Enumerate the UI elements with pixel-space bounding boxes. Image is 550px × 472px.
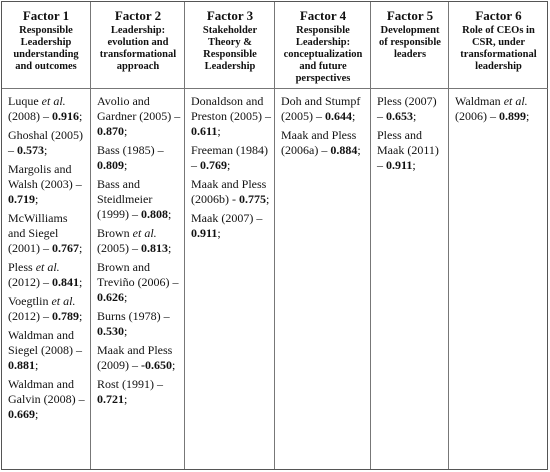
- reference-entry: [455, 94, 544, 124]
- loading-value: 0.530: [97, 324, 124, 338]
- reference-text: Maak (2007) –: [191, 211, 263, 225]
- loading-value: 0.669: [8, 407, 35, 421]
- column-title: Factor 1: [22, 8, 70, 23]
- column-body: [2, 88, 90, 469]
- reference-text: Donaldson and Preston (2005) –: [191, 94, 271, 123]
- factor-1-column: [2, 2, 90, 469]
- reference-text: (2012) –: [8, 275, 49, 289]
- reference-text: Rost (1991) –: [97, 377, 163, 391]
- reference-entry: [8, 377, 86, 422]
- reference-entry: [191, 177, 271, 207]
- et-al-text: et al.: [35, 260, 60, 274]
- factor-6-column: [448, 2, 548, 469]
- reference-text: ;: [79, 275, 83, 289]
- reference-entry: [377, 128, 445, 173]
- reference-text: ;: [35, 192, 39, 206]
- reference-entry: [8, 94, 86, 124]
- loading-value: 0.611: [191, 124, 218, 138]
- column-title: Factor 2: [114, 8, 162, 23]
- reference-text: Avolio and Gardner (2005) –: [97, 94, 181, 123]
- reference-text: Waldman: [455, 94, 504, 108]
- loading-value: 0.899: [499, 109, 526, 123]
- factor-4-column: [274, 2, 371, 469]
- loading-value: 0.813: [141, 241, 168, 255]
- reference-text: ;: [35, 358, 39, 372]
- reference-text: Maak and Pless (2009) –: [97, 343, 173, 372]
- loading-value: 0.767: [52, 241, 79, 255]
- reference-text: ;: [124, 290, 128, 304]
- column-title: Factor 4: [299, 8, 347, 23]
- column-subtitle: Development of responsible leaders: [379, 25, 441, 60]
- loading-value: 0.911: [386, 158, 413, 172]
- column-subtitle: Stakeholder Theory & Responsible Leadership: [202, 25, 258, 72]
- reference-text: ;: [44, 143, 48, 157]
- loading-value: 0.644: [325, 109, 352, 123]
- column-header: [449, 2, 548, 89]
- reference-text: (2008) –: [8, 109, 49, 123]
- reference-text: ;: [124, 392, 128, 406]
- reference-text: (2012) –: [8, 309, 49, 323]
- column-body: [371, 88, 449, 469]
- reference-text: Pless and Maak (2011) –: [377, 128, 439, 172]
- reference-text: ;: [352, 109, 356, 123]
- et-al-text: et al.: [132, 226, 157, 240]
- reference-entry: [97, 177, 181, 222]
- loading-value: 0.719: [8, 192, 35, 206]
- reference-text: ;: [124, 124, 128, 138]
- reference-text: Ghoshal (2005) –: [8, 128, 83, 157]
- loading-value: 0.841: [52, 275, 79, 289]
- reference-entry: [97, 143, 181, 173]
- reference-entry: [8, 294, 86, 324]
- factor-3-column: [184, 2, 275, 469]
- column-body: [275, 88, 371, 469]
- column-header: [185, 2, 275, 89]
- reference-entry: [97, 343, 181, 373]
- loading-value: 0.870: [97, 124, 124, 138]
- loading-value: 0.626: [97, 290, 124, 304]
- reference-text: ;: [168, 207, 172, 221]
- loading-value: 0.808: [141, 207, 168, 221]
- loading-value: 0.881: [8, 358, 35, 372]
- loading-value: 0.573: [17, 143, 44, 157]
- column-body: [449, 88, 548, 469]
- reference-text: McWilliams and Siegel (2001) –: [8, 211, 68, 255]
- reference-text: Burns (1978) –: [97, 309, 170, 323]
- loading-value: 0.916: [52, 109, 79, 123]
- reference-entry: [8, 260, 86, 290]
- reference-entry: [97, 309, 181, 339]
- reference-entry: [8, 128, 86, 158]
- column-header: [275, 2, 371, 89]
- reference-text: Margolis and Walsh (2003) –: [8, 162, 82, 191]
- reference-text: ;: [124, 324, 128, 338]
- reference-text: Bass (1985) –: [97, 143, 164, 157]
- reference-text: Freeman (1984) –: [191, 143, 268, 172]
- reference-text: ;: [79, 241, 83, 255]
- reference-entry: [97, 94, 181, 139]
- reference-entry: [97, 260, 181, 305]
- column-subtitle: Responsible Leadership understanding and outcomes: [13, 25, 79, 72]
- reference-text: Bass and Steidlmeier (1999) –: [97, 177, 153, 221]
- et-al-text: et al.: [503, 94, 528, 108]
- reference-text: ;: [35, 407, 39, 421]
- reference-text: ;: [266, 192, 270, 206]
- reference-text: Luque: [8, 94, 42, 108]
- reference-text: ;: [172, 358, 176, 372]
- loading-value: 0.775: [239, 192, 266, 206]
- reference-entry: [8, 328, 86, 373]
- reference-text: ;: [412, 158, 416, 172]
- column-header: [2, 2, 90, 89]
- reference-text: ;: [79, 109, 83, 123]
- reference-text: Brown: [97, 226, 133, 240]
- loading-value: 0.884: [330, 143, 358, 157]
- reference-text: Pless: [8, 260, 36, 274]
- reference-text: ;: [217, 226, 221, 240]
- reference-text: Maak and Pless (2006a) –: [281, 128, 357, 157]
- reference-entry: [281, 128, 367, 158]
- reference-text: Waldman and Siegel (2008) –: [8, 328, 82, 357]
- column-header: [91, 2, 185, 89]
- column-body: [185, 88, 275, 469]
- reference-entry: [191, 94, 271, 139]
- loading-value: 0.789: [52, 309, 79, 323]
- loading-value: 0.809: [97, 158, 124, 172]
- reference-text: ;: [79, 309, 83, 323]
- et-al-text: et al.: [41, 94, 66, 108]
- column-subtitle: Leadership: evolution and transformational approach: [99, 25, 177, 72]
- column-subtitle: Responsible Leadership: conceptualization and future perspectives: [283, 25, 363, 84]
- loading-value: -0.650: [141, 358, 172, 372]
- loading-value: 0.911: [191, 226, 218, 240]
- reference-text: ;: [227, 158, 231, 172]
- factor-table: [1, 1, 548, 470]
- loading-value: 0.769: [200, 158, 227, 172]
- reference-text: ;: [217, 124, 221, 138]
- reference-entry: [191, 211, 271, 241]
- column-title: Factor 6: [475, 8, 522, 23]
- reference-text: Voegtlin: [8, 294, 52, 308]
- reference-entry: [281, 94, 367, 124]
- reference-text: (2006) –: [455, 109, 496, 123]
- loading-value: 0.721: [97, 392, 124, 406]
- et-al-text: et al.: [51, 294, 76, 308]
- column-subtitle: Role of CEOs in CSR, under transformational leadership: [460, 25, 537, 72]
- reference-entry: [191, 143, 271, 173]
- reference-text: Doh and Stumpf (2005) –: [281, 94, 361, 123]
- reference-entry: [97, 226, 181, 256]
- reference-text: ;: [413, 109, 417, 123]
- reference-entry: [8, 162, 86, 207]
- reference-text: ;: [357, 143, 361, 157]
- reference-text: (2005) –: [97, 241, 138, 255]
- reference-entry: [8, 211, 86, 256]
- reference-text: Brown and Treviño (2006) –: [97, 260, 179, 289]
- reference-text: Maak and Pless (2006b) -: [191, 177, 267, 206]
- loading-value: 0.653: [386, 109, 413, 123]
- reference-entry: [377, 94, 445, 124]
- column-title: Factor 5: [386, 8, 434, 23]
- column-header: [371, 2, 449, 89]
- reference-text: Waldman and Galvin (2008) –: [8, 377, 85, 406]
- column-body: [91, 88, 185, 469]
- reference-text: ;: [168, 241, 172, 255]
- reference-entry: [97, 377, 181, 407]
- factor-5-column: [370, 2, 449, 469]
- reference-text: ;: [124, 158, 128, 172]
- reference-text: Pless (2007) –: [377, 94, 437, 123]
- column-title: Factor 3: [206, 8, 254, 23]
- reference-text: ;: [526, 109, 530, 123]
- factor-2-column: [90, 2, 185, 469]
